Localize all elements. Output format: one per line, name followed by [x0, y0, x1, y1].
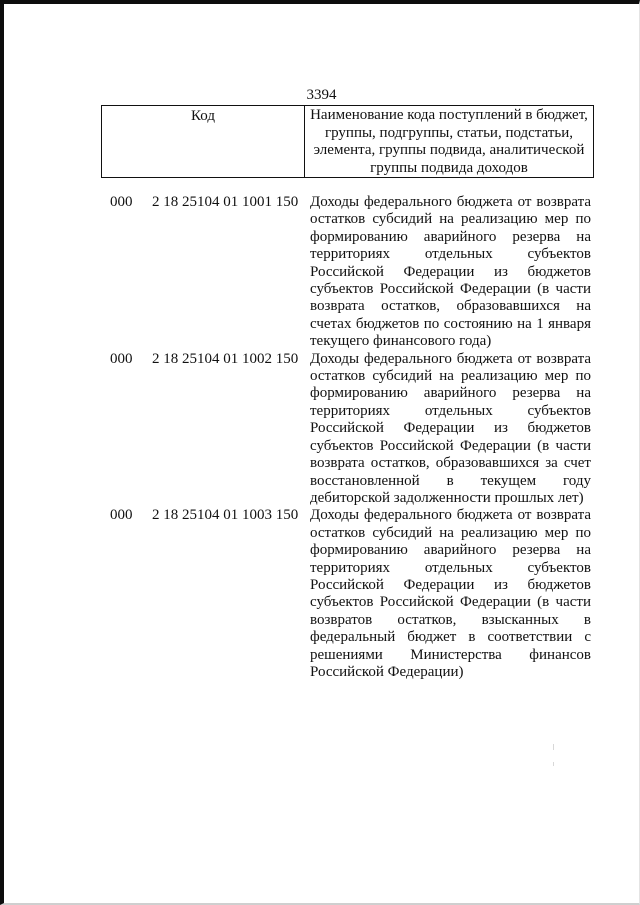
revenue-name: Доходы федерального бюджета от возврата остатков субсидий на реализацию мер по формированию аварийного резерва на территориях отдельных субъектов Российской Федерации из бюджетов субъектов Российской Федерации (в части возврата остатков, образовавшихся на счетах бюджетов по состоянию на 1 января текущего финансового года) [310, 194, 591, 350]
admin-code: 000 [110, 350, 133, 367]
table-row [4, 194, 640, 351]
table-body [4, 194, 640, 681]
scan-artifact [553, 744, 554, 750]
header-name-column: Наименование кода поступлений в бюджет, группы, подгруппы, статьи, подстатьи, элемента, группы подвида, аналитической группы подвида доходов [310, 107, 588, 176]
scan-artifact [553, 762, 554, 766]
revenue-code: 2 18 25104 01 1001 150 [152, 194, 299, 210]
revenue-name: Доходы федерального бюджета от возврата остатков субсидий на реализацию мер по формированию аварийного резерва на территориях отдельных субъектов Российской Федерации из бюджетов субъектов Российской Федерации (в части возврата остатков, образовавшихся за счет восстановленной в текущем году дебиторской задолженности прошлых лет) [310, 350, 591, 506]
admin-code: 000 [110, 507, 133, 524]
revenue-code: 2 18 25104 01 1002 150 [152, 350, 299, 367]
admin-code: 000 [110, 194, 133, 210]
header-code-column: Код [102, 106, 305, 177]
revenue-name: Доходы федерального бюджета от возврата остатков субсидий на реализацию мер по формированию аварийного резерва на территориях отдельных субъектов Российской Федерации из бюджетов субъектов Российской Федерации (в части возвратов остатков, взысканных в федеральный бюджет в соответствии с решениями Министерства финансов Российской Федерации) [310, 507, 591, 680]
page-number: 3394 [306, 87, 337, 103]
revenue-code: 2 18 25104 01 1003 150 [152, 507, 299, 524]
table-row [4, 507, 640, 681]
table-header [101, 105, 594, 178]
table-row [4, 351, 640, 508]
